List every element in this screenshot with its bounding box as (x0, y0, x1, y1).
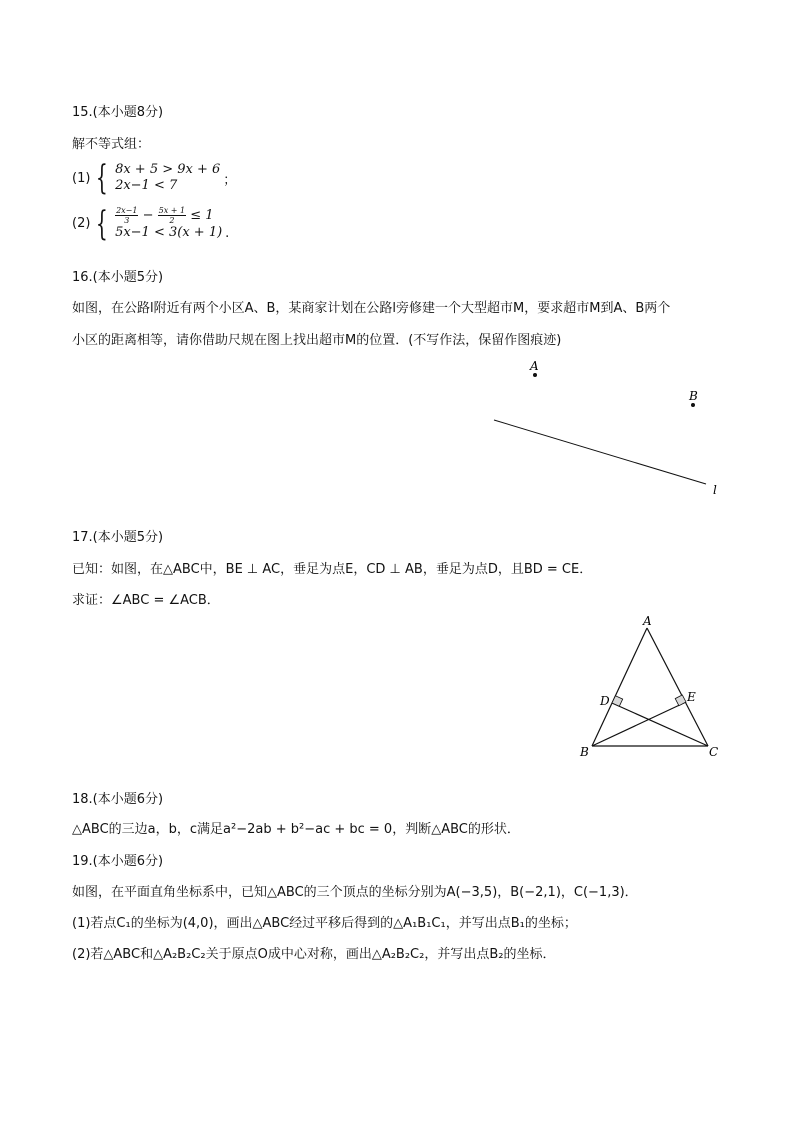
q16-line-1: 如图，在公路l附近有两个小区A、B，某商家计划在公路l旁修建一个大型超市M，要求超市M到A、B两个 (72, 301, 671, 316)
q19-line-2: (1)若点C₁的坐标为(4,0)，画出△ABC经过平移后得到的△A₁B₁C₁，并写出点B₁的坐标； (72, 916, 577, 931)
q19-line-3: (2)若△ABC和△A₂B₂C₂关于原点O成中心对称，画出△A₂B₂C₂，并写出点B₂的坐标． (72, 947, 556, 962)
fraction-numerator: 5x + 1 (158, 206, 186, 215)
q16-line-2: 小区的距离相等，请你借助尺规在图上找出超市M的位置．(不写作法，保留作图痕迹) (72, 333, 562, 348)
q15-p2-end: . (225, 226, 230, 241)
q15-instruction: 解不等式组： (72, 137, 151, 152)
label-a: A (530, 359, 539, 373)
minus-sign: − (142, 208, 154, 223)
q18-header: 18.(本小题6分) (72, 792, 164, 807)
q17-triangle-figure (560, 605, 740, 765)
q17-line-2: 求证：∠ABC = ∠ACB． (72, 593, 220, 608)
q15-p1-end: ； (223, 172, 237, 188)
q16-figure (0, 0, 794, 520)
q15-header: 15.(本小题8分) (72, 105, 164, 120)
q19-header: 19.(本小题6分) (72, 854, 164, 869)
right-angle-mark-d (612, 696, 623, 707)
fraction-numerator: 2x−1 (116, 206, 138, 215)
segment-cd (612, 703, 708, 746)
q18-line-1: △ABC的三边a，b，c满足a²−2ab + b²−ac + bc = 0，判断△ABC的形状． (72, 822, 520, 837)
left-brace: { (96, 203, 109, 244)
q15-p1-eq2: 2x−1 < 7 (115, 178, 178, 193)
segment-be (592, 702, 686, 746)
q15-p2-label: (2) (72, 216, 91, 231)
label-l: l (713, 483, 717, 497)
q15-p1-label: (1) (72, 170, 91, 186)
fraction-denominator: 3 (124, 216, 130, 225)
label-b: B (580, 745, 589, 759)
label-b: B (689, 389, 698, 403)
label-e: E (687, 690, 696, 704)
side-ab (592, 628, 647, 746)
label-d: D (600, 694, 610, 708)
fraction-denominator: 2 (169, 216, 175, 225)
point-b (691, 403, 695, 407)
q19-line-1: 如图，在平面直角坐标系中，已知△ABC的三个顶点的坐标分别为A(−3,5)，B(−2,1)，C(−1,3)． (72, 885, 638, 900)
label-a: A (643, 614, 652, 628)
q16-header: 16.(本小题5分) (72, 270, 164, 285)
q17-line-1: 已知：如图，在△ABC中，BE ⊥ AC，垂足为点E，CD ⊥ AB，垂足为点D，且BD = CE． (72, 562, 593, 577)
point-a (533, 373, 537, 377)
le-one: ≤ 1 (190, 208, 214, 223)
q17-header: 17.(本小题5分) (72, 530, 164, 545)
left-brace: { (96, 158, 109, 198)
q15-p1-eq1: 8x + 5 > 9x + 6 (115, 162, 221, 177)
right-angle-mark-e (675, 695, 686, 706)
road-l (494, 420, 706, 484)
side-ac (647, 628, 708, 746)
q15-p2-eq2: 5x−1 < 3(x + 1) (115, 225, 223, 240)
label-c: C (709, 745, 719, 759)
